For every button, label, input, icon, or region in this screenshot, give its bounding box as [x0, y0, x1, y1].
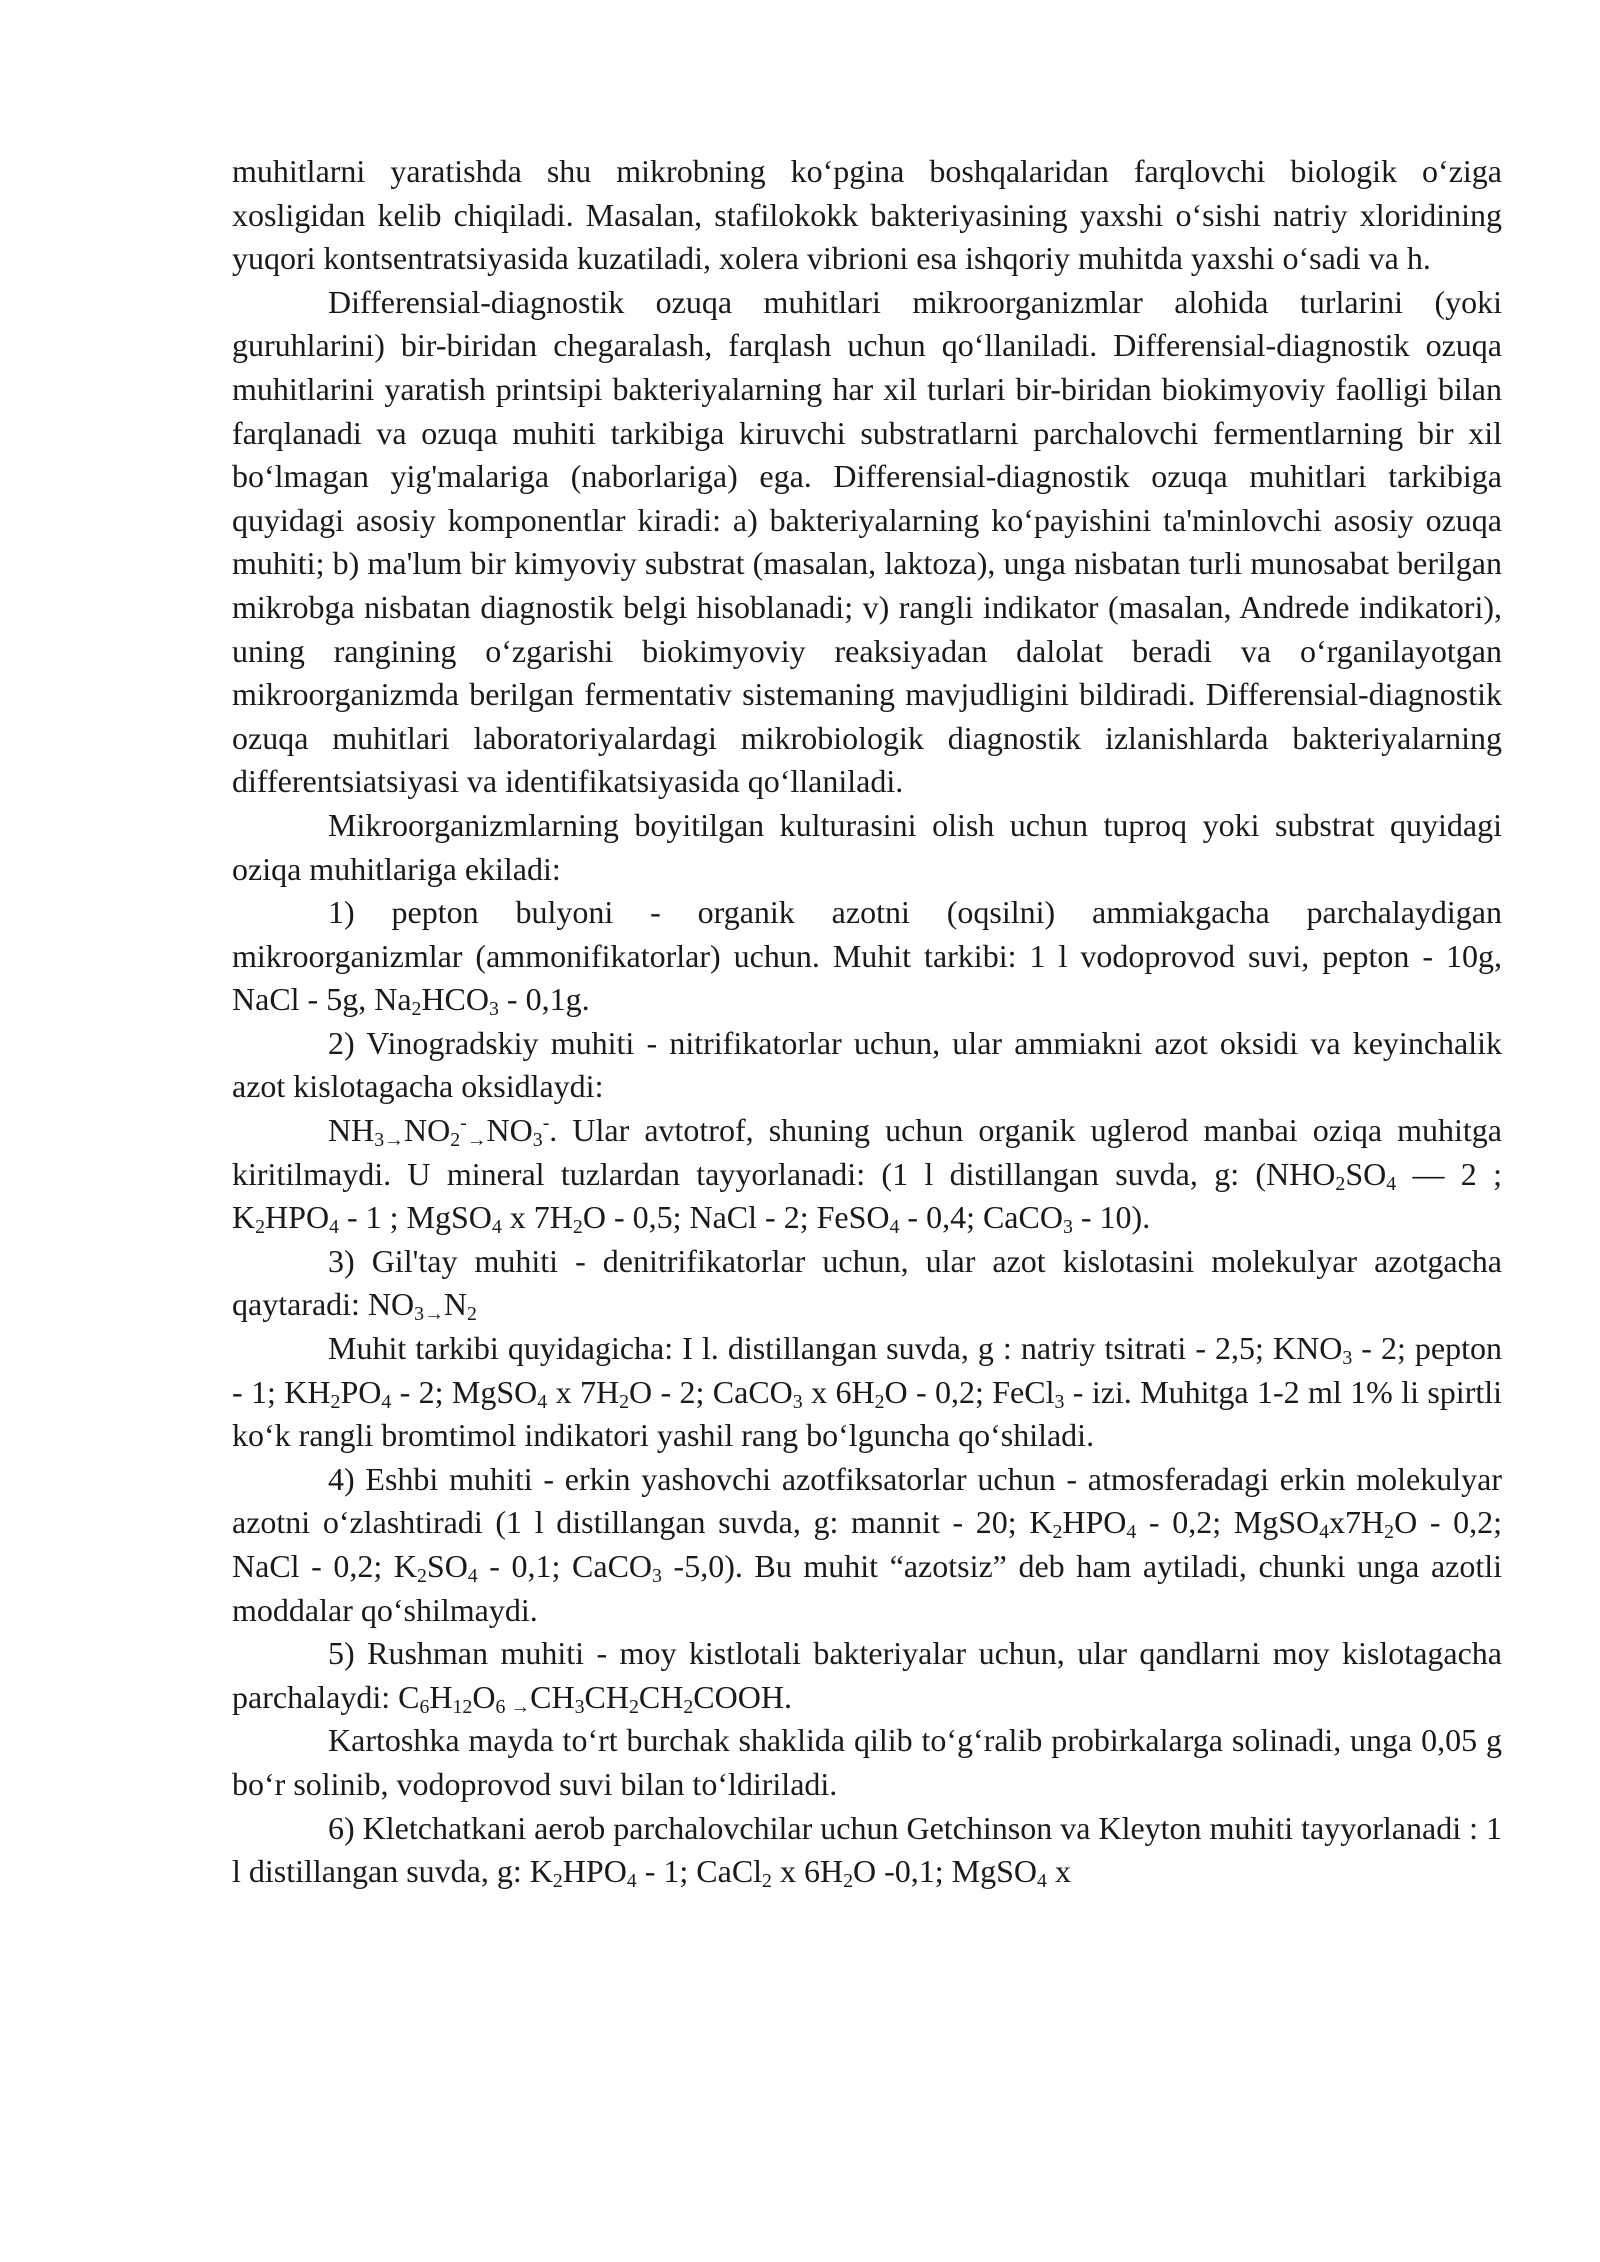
subscript: → — [384, 1129, 404, 1152]
subscript: 4 — [1319, 1521, 1330, 1544]
subscript: 12 — [452, 1695, 473, 1718]
text-run: muhitlarni yaratishda shu mikrobning ko‘pgina boshqalaridan farqlovchi biologik o‘ziga xosligidan kelib chiqiladi. Masalan, stafilokokk bakteriyasining yaxshi o‘sishi natriy xloridining yuqori kontsentratsiyasida kuzatiladi, xolera vibrioni esa ishqoriy muhitda yaxshi o‘sadi va h. — [232, 153, 1502, 277]
text-run: O - 0,2; NaCl - 0,2; K — [232, 1504, 1503, 1584]
subscript: 2 — [1335, 1172, 1346, 1195]
text-run: HCO — [421, 981, 489, 1018]
text-run: SO — [1345, 1155, 1387, 1192]
subscript: 2 — [874, 1390, 885, 1413]
superscript: - — [460, 1112, 467, 1135]
text-run: O - 0,5; NaCl - 2; FeSO — [582, 1199, 890, 1236]
subscript: 4 — [1386, 1172, 1397, 1195]
text-run: 1) pepton bulyoni - organik azotni (oqsilni) ammiakgacha parchalaydigan mikroorganizmlar (ammonifikatorlar) uchun. Muhit tarkibi: 1 l vodoprovod suvi, pepton - 10g, NaCl - 5g, Na — [232, 894, 1502, 1018]
subscript: 6 — [419, 1695, 430, 1718]
text-run: -5,0). Bu muhit “azotsiz” deb ham aytiladi, chunki unga azotli moddalar qo‘shilmaydi. — [232, 1548, 1503, 1628]
superscript: - — [542, 1112, 550, 1135]
paragraph-nitrification-formula — [232, 1109, 1502, 1240]
text-run: NH — [328, 1112, 375, 1149]
text-run: x — [1046, 1853, 1071, 1890]
text-run: x 6H — [771, 1853, 844, 1890]
subscript: 3 — [414, 1303, 425, 1326]
text-run: - 0,1g. — [498, 981, 590, 1018]
text-run: - 0,2; MgSO — [1136, 1504, 1320, 1541]
subscript: 2 — [330, 1390, 341, 1413]
subscript: → — [505, 1695, 531, 1718]
text-run: 2) Vinogradskiy muhiti - nitrifikatorlar uchun, ular ammiakni azot oksidi va keyinchalik azot kislotagacha oksidlaydi: — [232, 1024, 1502, 1105]
text-run: Kartoshka mayda to‘rt burchak shaklida qilib to‘g‘ralib probirkalarga solinadi, unga 0,05 g bo‘r solinib, vodoprovod suvi bilan to‘ldiriladi. — [232, 1722, 1502, 1802]
subscript: 4 — [537, 1390, 548, 1413]
subscript: 2 — [843, 1870, 853, 1893]
subscript: 2 — [762, 1870, 772, 1893]
text-run: . Ular avtotrof, shuning uchun organik uglerod manbai oziqa muhitga kiritilmaydi. U mineral tuzlardan tayyorlanadi: (1 l distillangan suvda, g: (NHO — [232, 1112, 1502, 1192]
text-run: 3) Gil'tay muhiti - denitrifikatorlar uchun, ular azot kislotasini molekulyar azotgacha qaytaradi: NO — [232, 1242, 1502, 1323]
paragraph-item-3-giltay-medium — [232, 1240, 1502, 1327]
subscript: 2 — [411, 998, 422, 1021]
subscript: 3 — [1062, 1216, 1073, 1239]
text-run: O - 2; CaCO — [629, 1373, 793, 1410]
subscript: 2 — [552, 1870, 563, 1893]
subscript: 3 — [489, 998, 499, 1021]
text-run: COOH. — [693, 1678, 792, 1715]
subscript: 3 — [652, 1564, 662, 1587]
text-run: - 0,4; CaCO — [899, 1199, 1063, 1236]
paragraph-enrichment-culture-intro — [232, 804, 1502, 891]
paragraph-giltay-composition — [232, 1327, 1502, 1458]
subscript: 2 — [629, 1695, 639, 1718]
text-run: - 10). — [1072, 1199, 1151, 1236]
text-run: 4) Eshbi muhiti - erkin yashovchi azotfiksatorlar uchun - atmosferadagi erkin molekulyar azotni o‘zlashtiradi (1 l distillangan suvda, g: mannit - 20; K — [232, 1460, 1502, 1541]
subscript: 4 — [329, 1216, 339, 1239]
document-page — [232, 150, 1502, 1894]
subscript: 3 — [532, 1129, 543, 1152]
paragraph-continuation — [232, 150, 1502, 281]
text-run: 5) Rushman muhiti - moy kistlotali bakteriyalar uchun, ular qandlarni moy kislotagacha parchalaydi: C — [232, 1635, 1502, 1715]
text-run: NO — [486, 1112, 533, 1149]
subscript: 2 — [1384, 1521, 1395, 1544]
subscript: 2 — [619, 1390, 629, 1413]
text-run: - izi. Muhitga 1-2 ml 1% li spirtli ko‘k rangli bromtimol indikatori yashil rang bo‘lguncha qo‘shiladi. — [232, 1373, 1503, 1454]
text-run: SO — [426, 1548, 468, 1584]
text-run: CH — [638, 1678, 684, 1715]
paragraph-differential-diagnostic-media — [232, 281, 1502, 804]
subscript: 4 — [491, 1216, 502, 1239]
text-run: x 6H — [802, 1373, 875, 1410]
subscript: 2 — [416, 1564, 427, 1587]
subscript: → — [424, 1303, 444, 1326]
text-run: x7H — [1329, 1504, 1385, 1541]
text-run: O -0,1; MgSO — [853, 1853, 1038, 1890]
paragraph-item-4-ashby-medium — [232, 1458, 1502, 1632]
paragraph-item-6-hutchinson-clayton-medium — [232, 1807, 1502, 1894]
subscript: 3 — [1342, 1346, 1353, 1369]
text-run: - 1; CaCl — [636, 1853, 763, 1890]
text-run: - 0,1; CaCO — [477, 1548, 653, 1584]
text-run: N — [443, 1286, 468, 1323]
subscript: 4 — [467, 1564, 478, 1587]
paragraph-item-5-rushman-medium — [232, 1632, 1502, 1719]
text-run: x 7H — [547, 1373, 620, 1410]
subscript: 3 — [574, 1695, 585, 1718]
text-run: HPO — [562, 1853, 627, 1890]
text-run: x 7H — [501, 1199, 573, 1236]
text-run: Differensial-diagnostik ozuqa muhitlari mikroorganizmlar alohida turlarini (yoki guruhlarini) bir-biridan chegaralash, farqlash uchun qo‘llaniladi. Differensial-diagnostik ozuqa muhitlarini yaratish printsipi bakteriyalarning har xil turlari bir-biridan biokimyoviy faolligi bilan farqlanadi va ozuqa muhiti tarkibiga kiruvchi substratlarni parchalovchi fermentlarning bir xil bo‘lmagan yig'malariga (naborlariga) ega. Differensial-diagnostik ozuqa muhitlari tarkibiga quyidagi asosiy komponentlar kiradi: a) bakteriyalarning ko‘payishini ta'minlovchi asosiy ozuqa muhiti; b) ma'lum bir kimyoviy substrat (masalan, laktoza), unga nisbatan turli munosabat berilgan mikrobga nisbatan diagnostik belgi hisoblanadi; v) rangli indikator (masalan, Andrede indikatori), uning rangining o‘zgarishi biokimyoviy reaksiyadan dalolat beradi va o‘rganilayotgan mikroorganizmda berilgan fermentativ sistemaning mavjudligini bildiradi. Differensial-diagnostik ozuqa muhitlari laboratoriyalardagi mikrobiologik diagnostik izlanishlarda bakteriyalarning differentsiatsiyasi va identifikatsiyasida qo‘llaniladi. — [232, 283, 1502, 800]
text-run: PO — [340, 1373, 382, 1410]
text-run: Mikroorganizmlarning boyitilgan kulturasini olish uchun tuproq yoki substrat quyidagi oziqa muhitlariga ekiladi: — [232, 806, 1502, 887]
subscript: 3 — [1054, 1390, 1065, 1413]
subscript: 2 — [572, 1216, 583, 1239]
subscript: 4 — [1126, 1521, 1137, 1544]
text-run: CH — [530, 1678, 575, 1715]
subscript: 2 — [683, 1695, 694, 1718]
text-run: O - 0,2; FeCl — [884, 1373, 1055, 1410]
subscript: 4 — [889, 1216, 900, 1239]
subscript: 2 — [450, 1129, 461, 1152]
text-run: Muhit tarkibi quyidagicha: I l. distillangan suvda, g : natriy tsitrati - 2,5; KNO — [328, 1330, 1343, 1367]
subscript: → — [466, 1129, 487, 1152]
text-run: HPO — [265, 1199, 330, 1236]
text-run: - 1 ; MgSO — [338, 1199, 492, 1236]
subscript: 6 — [495, 1695, 506, 1718]
subscript: 2 — [255, 1216, 266, 1239]
paragraph-item-2-vinogradsky-medium — [232, 1022, 1502, 1109]
text-run: NO — [403, 1112, 451, 1149]
text-run: - 2; pepton - 1; KH — [232, 1330, 1503, 1410]
text-run: CH — [584, 1678, 629, 1715]
paragraph-potato-preparation — [232, 1719, 1502, 1806]
text-run: O — [472, 1678, 496, 1715]
subscript: 3 — [374, 1129, 385, 1152]
subscript: 4 — [1037, 1870, 1047, 1893]
subscript: 3 — [792, 1390, 803, 1413]
paragraph-item-1-peptone-broth — [232, 891, 1502, 1022]
text-run: 6) Kletchatkani aerob parchalovchilar uchun Getchinson va Kleyton muhiti tayyorlanadi : 1 l distillangan suvda, g: K — [232, 1809, 1502, 1890]
subscript: 2 — [1052, 1521, 1063, 1544]
text-run: - 2; MgSO — [391, 1373, 538, 1410]
subscript: 4 — [626, 1870, 637, 1893]
subscript: 4 — [381, 1390, 392, 1413]
subscript: 2 — [467, 1303, 477, 1326]
text-run: H — [429, 1678, 453, 1715]
text-run: HPO — [1062, 1504, 1127, 1541]
text-run: — 2 ; K — [232, 1155, 1503, 1236]
